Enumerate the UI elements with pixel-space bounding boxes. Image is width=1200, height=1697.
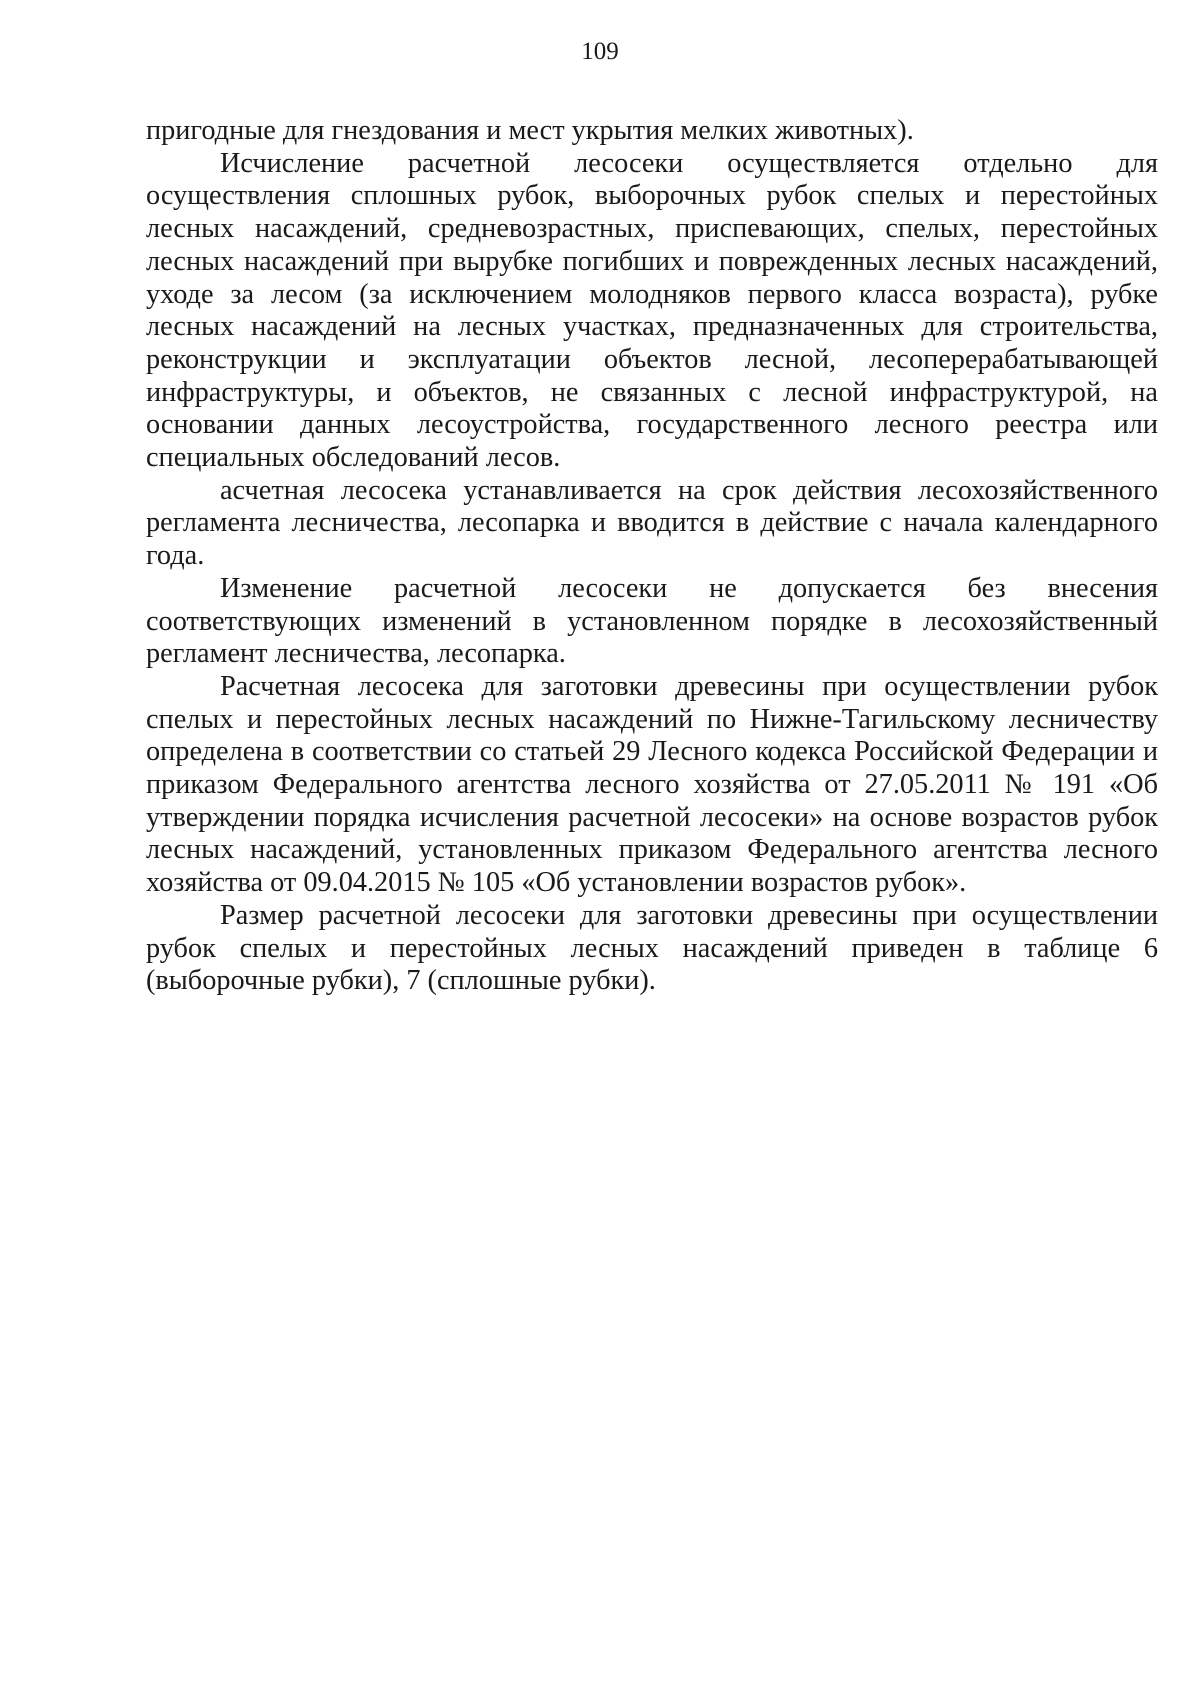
paragraph-table-reference: Размер расчетной лесосеки для заготовки древесины при осуществлении рубок спелых и перестойных лесных насаждений приведен в таблице 6 (выборочные рубки), 7 (сплошные рубки). (146, 899, 1158, 997)
paragraph-change-rules: Изменение расчетной лесосеки не допускается без внесения соответствующих изменений в установленном порядке в лесохозяйственный регламент лесничества, лесопарка. (146, 572, 1158, 670)
document-body (146, 115, 1158, 998)
paragraph-continuation: пригодные для гнездования и мест укрытия мелких животных). (146, 115, 914, 146)
paragraph-legal-basis: Расчетная лесосека для заготовки древесины при осуществлении рубок спелых и перестойных лесных насаждений по Нижне-Тагильскому лесничеству определена в соответствии со статьей 29 Лесного кодекса Российской Федерации и приказом Федерального агентства лесного хозяйства от 27.05.2011 № 191 «Об утверждении порядка исчисления расчетной лесосеки» на основе возрастов рубок лесных насаждений, установленных приказом Федерального агентства лесного хозяйства от 09.04.2015 № 105 «Об установлении возрастов рубок». (146, 670, 1158, 899)
paragraph-calculation-method: Исчисление расчетной лесосеки осуществляется отдельно для осуществления сплошных рубок, выборочных рубок спелых и перестойных лесных насаждений, средневозрастных, приспевающих, спелых, перестойных лесных насаждений при вырубке погибших и поврежденных лесных насаждений, уходе за лесом (за исключением молодняков первого класса возраста), рубке лесных насаждений на лесных участках, предназначенных для строительства, реконструкции и эксплуатации объектов лесной, лесоперерабатывающей инфраструктуры, и объектов, не связанных с лесной инфраструктурой, на основании данных лесоустройства, государственного лесного реестра или специальных обследований лесов. (146, 147, 1158, 474)
page-number: 109 (581, 38, 619, 65)
paragraph-validity-period: асчетная лесосека устанавливается на срок действия лесохозяйственного регламента лесничества, лесопарка и вводится в действие с начала календарного года. (146, 474, 1158, 572)
